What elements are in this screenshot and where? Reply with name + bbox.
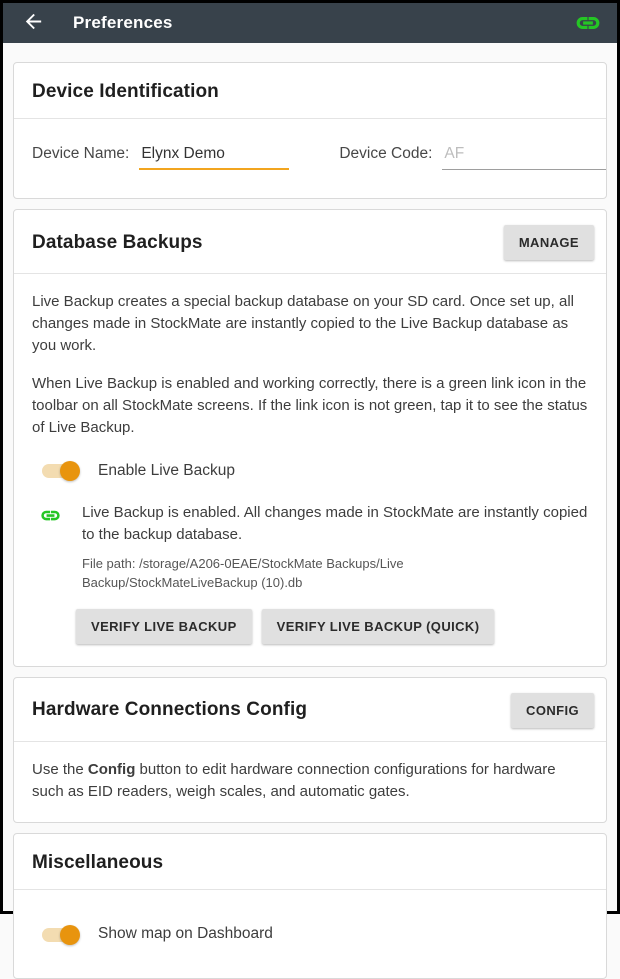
toggle-thumb: [60, 461, 80, 481]
miscellaneous-card: [13, 833, 607, 978]
device-identification-card: [13, 62, 607, 199]
device-name-label: Device Name:: [32, 145, 130, 162]
database-backups-title: Database Backups: [32, 231, 203, 253]
device-identification-fields: [14, 119, 606, 198]
show-map-toggle[interactable]: [42, 925, 78, 945]
device-identification-header: [14, 63, 606, 118]
live-backup-status-row: [40, 502, 588, 546]
live-backup-file-path: File path: /storage/A206-0EAE/StockMate Backups/Live Backup/StockMateLiveBackup (10).db: [82, 556, 404, 590]
miscellaneous-title: Miscellaneous: [32, 851, 164, 873]
show-map-row: [42, 923, 588, 945]
hardware-connections-body: [14, 742, 606, 823]
device-code-input[interactable]: [442, 145, 607, 170]
hardware-connections-card: [13, 677, 607, 824]
link-icon: [40, 502, 64, 546]
database-backups-header: [14, 210, 606, 273]
hardware-config-description: Use the Config button to edit hardware connection configurations for hardware such as EID readers, weigh scales, and automatic gates.: [32, 760, 556, 800]
database-backups-card: [13, 209, 607, 667]
verify-live-backup-button[interactable]: VERIFY LIVE BACKUP: [76, 609, 252, 644]
verify-buttons-row: [76, 609, 588, 644]
live-backup-status-link-icon[interactable]: [573, 8, 603, 38]
device-code-label: Device Code:: [339, 145, 433, 162]
app-toolbar: [3, 3, 617, 43]
manage-button[interactable]: MANAGE: [504, 225, 594, 260]
enable-live-backup-row: [42, 460, 588, 482]
hardware-connections-header: [14, 678, 606, 741]
toggle-thumb: [60, 925, 80, 945]
config-bold-word: Config: [87, 760, 136, 778]
device-identification-title: Device Identification: [32, 80, 219, 102]
enable-live-backup-label: Enable Live Backup: [98, 461, 236, 479]
live-backup-status-message: Live Backup is enabled. All changes made in StockMate are instantly copied to the backup database.: [82, 503, 588, 543]
miscellaneous-header: [14, 834, 606, 889]
page-title: Preferences: [73, 13, 173, 32]
show-map-label: Show map on Dashboard: [98, 925, 273, 943]
database-backups-body: [14, 274, 606, 666]
verify-live-backup-quick-button[interactable]: VERIFY LIVE BACKUP (QUICK): [262, 609, 495, 644]
live-backup-description-1: Live Backup creates a special backup database on your SD card. Once set up, all changes made in StockMate are instantly copied to the Live Backup database as you work.: [32, 293, 574, 354]
hardware-connections-title: Hardware Connections Config: [32, 699, 308, 721]
device-name-input[interactable]: [139, 145, 289, 170]
config-button[interactable]: CONFIG: [511, 693, 594, 728]
live-backup-description-2: When Live Backup is enabled and working correctly, there is a green link icon in the toolbar on all StockMate screens. If the link icon is not green, tap it to see the status of Live Backup.: [32, 375, 588, 436]
back-button[interactable]: [19, 9, 47, 37]
back-arrow-icon: [22, 10, 45, 36]
miscellaneous-body: [14, 890, 606, 977]
enable-live-backup-toggle[interactable]: [42, 461, 78, 481]
preferences-page: [3, 43, 617, 979]
